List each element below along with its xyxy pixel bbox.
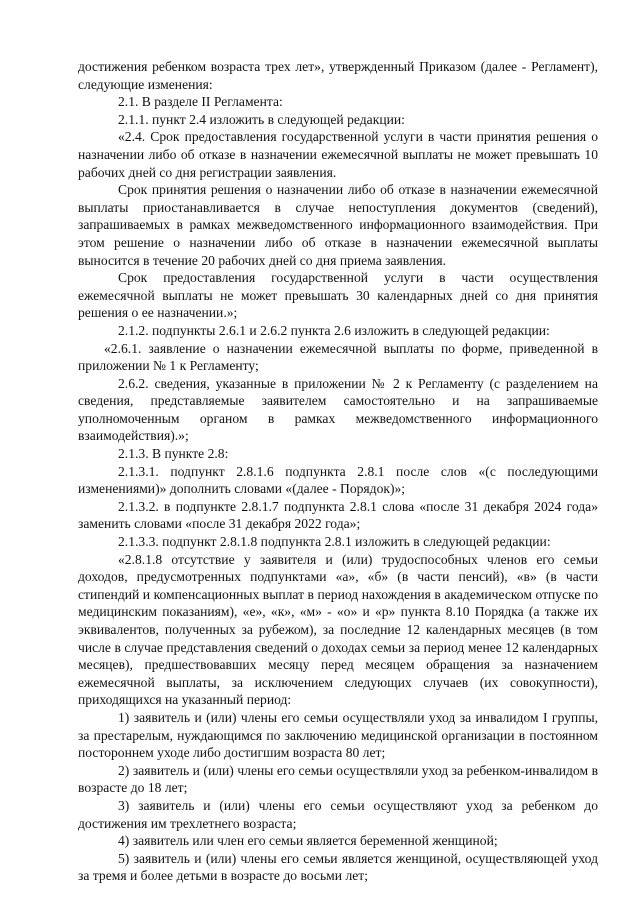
list-item-3: 3) заявитель и (или) члены его семьи осуществляют уход за ребенком до достижения им трехлетнего возраста; xyxy=(78,797,598,831)
paragraph-decision-term: Срок принятия решения о назначении либо об отказе в назначении ежемесячной выплаты приостанавливается в случае непоступления документов (сведений), запрашиваемых в рамках межведомственного информационного взаимодействия. При этом решение о назначении либо об отказе в назначении ежемесячной выплаты выносится в течение 20 рабочих дней со дня приема заявления. xyxy=(78,182,598,268)
paragraph-2-1-3-3: 2.1.3.3. подпункт 2.8.1.8 подпункта 2.8.1 изложить в следующей редакции: xyxy=(118,534,551,550)
paragraph-2-1-3: 2.1.3. В пункте 2.8: xyxy=(118,446,229,462)
list-item-1: 1) заявитель и (или) члены его семьи осуществляли уход за инвалидом I группы, за престарелым, нуждающимся по заключению медицинской организации в постоянном постороннем уходе либо достигшим возраста 80 лет; xyxy=(78,709,598,761)
paragraph-2-6-1: «2.6.1. заявление о назначении ежемесячной выплаты по форме, приведенной в приложении № 1 к Регламенту; xyxy=(78,340,598,374)
list-item-2: 2) заявитель и (или) члены его семьи осуществляли уход за ребенком-инвалидом в возрасте до 18 лет; xyxy=(78,762,598,796)
paragraph-payment-term: Срок предоставления государственной услуги в части осуществления ежемесячной выплаты не может превышать 30 календарных дней со дня принятия решения о ее назначении.»; xyxy=(78,270,598,321)
list-item-5: 5) заявитель и (или) члены его семьи является женщиной, осуществляющей уход за тремя и более детьми в возрасте до восьми лет; xyxy=(78,850,598,884)
document-page xyxy=(78,58,598,885)
paragraph-2-1-2: 2.1.2. подпункты 2.6.1 и 2.6.2 пункта 2.6 изложить в следующей редакции: xyxy=(118,322,550,338)
paragraph-intro: достижения ребенком возраста трех лет», утвержденный Приказом (далее - Регламент), следующие изменения: xyxy=(78,59,598,92)
list-item-4: 4) заявитель или член его семьи является беременной женщиной; xyxy=(118,833,498,849)
paragraph-2-1-1: 2.1.1. пункт 2.4 изложить в следующей редакции: xyxy=(118,111,405,127)
paragraph-2-1-3-1: 2.1.3.1. подпункт 2.8.1.6 подпункта 2.8.1 после слов «(с последующими изменениями)» дополнить словами «(далее - Порядок)»; xyxy=(78,463,598,497)
paragraph-2-6-2: 2.6.2. сведения, указанные в приложении № 2 к Регламенту (с разделением на сведения, представляемые заявителем самостоятельно и на запрашиваемые уполномоченным органом в рамках межведомственного информационного взаимодействия).»; xyxy=(78,375,598,444)
paragraph-2-8-1-8: «2.8.1.8 отсутствие у заявителя и (или) трудоспособных членов его семьи доходов, предусмотренных подпунктами «а», «б» (в части пенсий), «в» (в части стипендий и компенсационных выплат в период нахождения в академическом отпуске по медицинским показаниям), «е», «к», «м» - «о» и «р» пункта 8.10 Порядка (а также их эквивалентов, полученных за рубежом), за последние 12 календарных месяцев (в том числе в случае представления сведений о доходах семьи за период менее 12 календарных месяцев), предшествовавших месяцу перед месяцем обращения за назначением ежемесячной выплаты, за исключением следующих случаев (их совокупности), приходящихся на указанный период: xyxy=(78,551,598,708)
paragraph-2-1-3-2: 2.1.3.2. в подпункте 2.8.1.7 подпункта 2.8.1 слова «после 31 декабря 2024 года» заменить словами «после 31 декабря 2022 года»; xyxy=(78,498,598,532)
paragraph-2-1: 2.1. В разделе II Регламента: xyxy=(118,94,283,110)
paragraph-2-4: «2.4. Срок предоставления государственной услуги в части принятия решения о назначении либо об отказе в назначении ежемесячной выплаты не может превышать 10 рабочих дней со дня регистрации заявления. xyxy=(78,129,598,180)
